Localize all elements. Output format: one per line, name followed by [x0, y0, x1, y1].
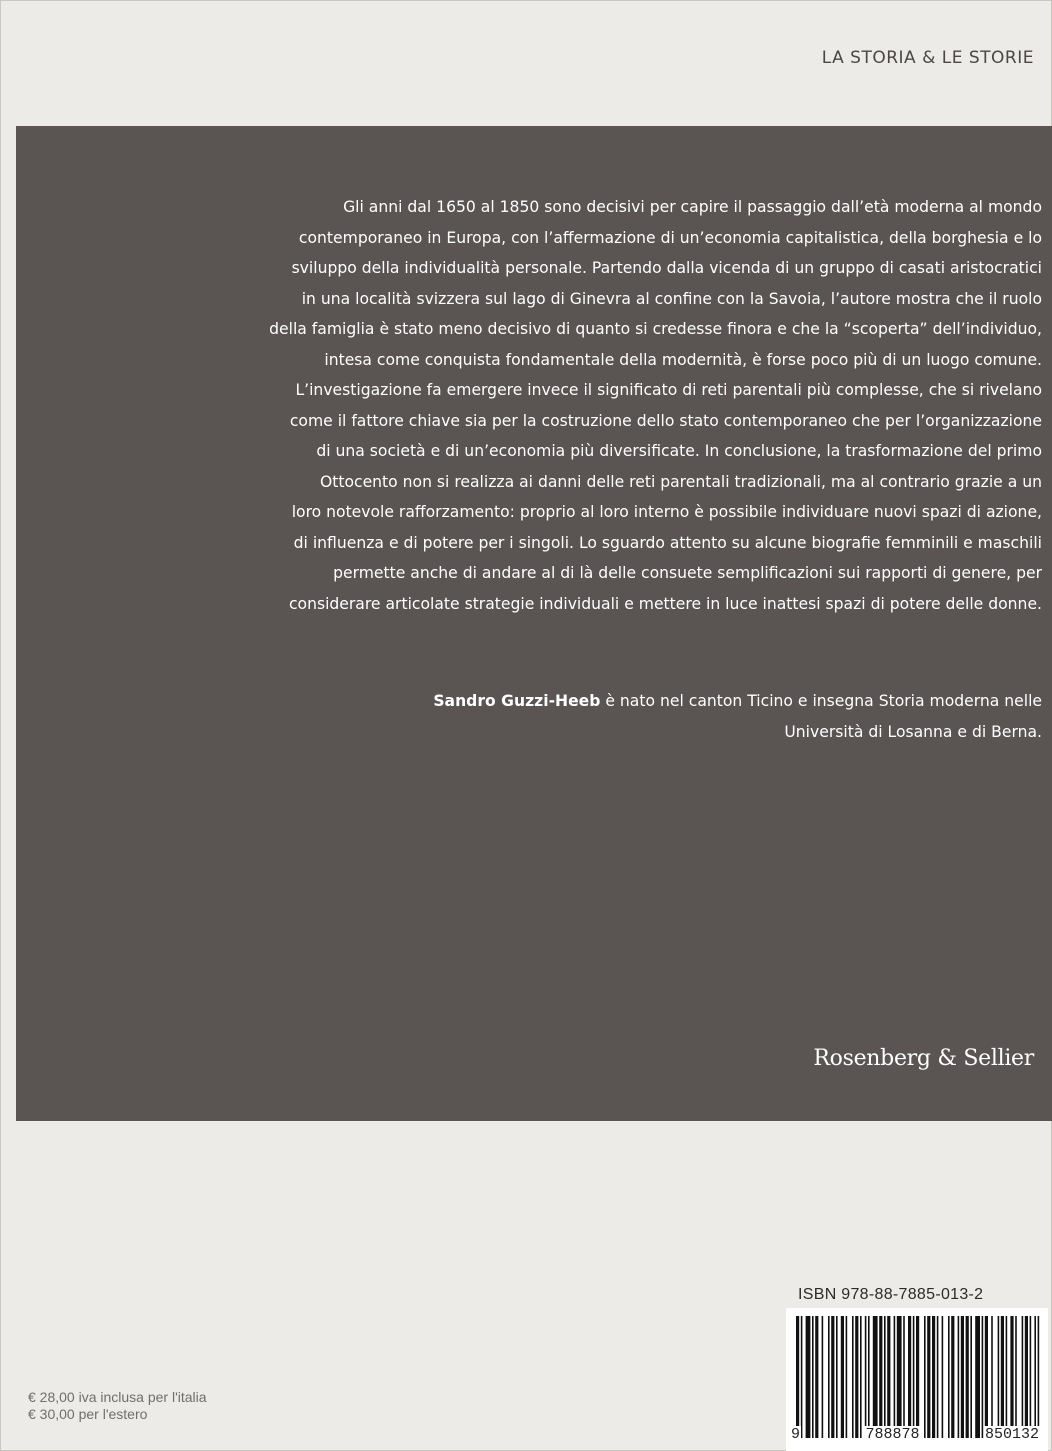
- barcode-bar: [1025, 1316, 1028, 1438]
- barcode-bar: [958, 1316, 960, 1438]
- barcode: [786, 1308, 1048, 1451]
- blurb-line: sviluppo della individualità personale. Partendo dalla vicenda di un gruppo di casati aristocratici: [291, 259, 1042, 277]
- blurb-line: come il fattore chiave sia per la costruzione dello stato contemporaneo che per l’organizzazione: [289, 411, 1042, 430]
- barcode-bar: [985, 1316, 988, 1438]
- barcode-bar: [846, 1316, 848, 1438]
- barcode-bar: [924, 1316, 926, 1438]
- barcode-bar: [841, 1316, 844, 1438]
- barcode-bar: [822, 1316, 824, 1438]
- blurb-line: Gli anni dal 1650 al 1850 sono decisivi per capire il passaggio dall’età moderna al mondo: [343, 198, 1042, 216]
- publisher-logo: Rosenberg & Sellier: [813, 1046, 1034, 1071]
- barcode-bar: [970, 1316, 972, 1438]
- barcode-bar: [897, 1316, 902, 1438]
- barcode-bar: [982, 1316, 984, 1438]
- series-title: LA STORIA & LE STORIE: [821, 48, 1034, 68]
- blurb-line: loro notevole rafforzamento: proprio al loro interno è possibile individuare nuovi spazi di azione,: [291, 503, 1042, 521]
- barcode-bar: [796, 1316, 799, 1438]
- barcode-bar: [865, 1316, 867, 1438]
- barcode-digit-group: 9: [791, 1426, 801, 1443]
- barcode-bar: [1015, 1316, 1017, 1438]
- author-bio-text: è nato nel canton Ticino e insegna Storia moderna nelle: [600, 692, 1042, 710]
- book-blurb: [242, 192, 1042, 619]
- barcode-bar: [868, 1316, 870, 1438]
- barcode-digits: [790, 1426, 1040, 1443]
- price-abroad: € 30,00 per l'estero: [28, 1406, 148, 1422]
- barcode-bar: [927, 1316, 930, 1438]
- price-info: [28, 1389, 207, 1423]
- barcode-bar: [932, 1316, 935, 1438]
- barcode-bar: [942, 1316, 944, 1438]
- barcode-bar: [908, 1316, 911, 1438]
- barcode-bar: [913, 1316, 915, 1438]
- blurb-line: intesa come conquista fondamentale della modernità, è forse poco più di un luogo comune.: [324, 350, 1042, 369]
- blurb-line: permette anche di andare al di là delle consuete semplificazioni sui rapporti di genere, per: [333, 564, 1042, 582]
- blurb-line: di influenza e di potere per i singoli. Lo sguardo attento su alcune biografie femminili e maschili: [293, 533, 1042, 552]
- barcode-bar: [1030, 1316, 1032, 1438]
- barcode-bar: [836, 1316, 838, 1438]
- barcode-bar: [806, 1316, 811, 1438]
- blurb-line: Ottocento non si realizza ai danni delle reti parentali tradizionali, ma al contrario grazie a un: [319, 472, 1042, 491]
- barcode-bar: [801, 1316, 803, 1438]
- barcode-bar: [884, 1316, 886, 1438]
- barcode-bar: [828, 1316, 830, 1438]
- blurb-line: in una località svizzera sul lago di Ginevra al confine con la Savoia, l’autore mostra che il ruolo: [301, 289, 1042, 308]
- barcode-bar: [1010, 1316, 1013, 1438]
- barcode-bar: [1022, 1316, 1024, 1438]
- blurb-line: contemporaneo in Europa, con l’affermazione di un’economia capitalistica, della borghesia e lo: [298, 228, 1042, 247]
- barcode-bar: [937, 1316, 939, 1438]
- barcode-bar: [966, 1316, 969, 1438]
- blurb-line: di una società e di un’economia più diversificate. In conclusione, la trasformazione del primo: [316, 442, 1042, 460]
- blurb-line: della famiglia è stato meno decisivo di quanto si credesse finora e che la “scoperta” dell’individuo,: [269, 320, 1042, 338]
- barcode-bar: [1006, 1316, 1008, 1438]
- barcode-bar: [1001, 1316, 1004, 1438]
- barcode-digit-group: 788878: [865, 1426, 920, 1443]
- barcode-bar: [975, 1316, 980, 1438]
- barcode-bar: [855, 1316, 858, 1438]
- barcode-bar: [852, 1316, 854, 1438]
- barcode-bar: [948, 1316, 950, 1438]
- author-name: Sandro Guzzi-Heeb: [433, 692, 601, 710]
- barcode-bar: [991, 1316, 993, 1438]
- blurb-line: considerare articolate strategie individuali e mettere in luce inattesi spazi di potere delle donne.: [288, 594, 1042, 613]
- author-bio-line: Università di Losanna e di Berna.: [784, 722, 1042, 741]
- dark-text-band: [16, 126, 1052, 1121]
- author-bio: [242, 686, 1042, 747]
- author-bio-line: [242, 686, 1042, 717]
- barcode-bar: [894, 1316, 896, 1438]
- barcode-bar: [812, 1316, 814, 1438]
- barcode-bar: [998, 1316, 1000, 1438]
- barcode-bar: [1038, 1316, 1040, 1438]
- price-italy: € 28,00 iva inclusa per l'italia: [28, 1389, 207, 1405]
- barcode-bar: [887, 1316, 890, 1438]
- barcode-bar: [860, 1316, 862, 1438]
- barcode-bar: [873, 1316, 878, 1438]
- barcode-bar: [1034, 1316, 1036, 1438]
- barcode-bar: [903, 1316, 905, 1438]
- isbn-number: ISBN 978-88-7885-013-2: [798, 1286, 984, 1303]
- barcode-bar: [831, 1316, 834, 1438]
- barcode-bar: [879, 1316, 882, 1438]
- barcode-bar: [916, 1316, 919, 1438]
- barcode-bar: [815, 1316, 818, 1438]
- barcode-digit-group: 850132: [984, 1426, 1039, 1443]
- barcode-bar: [961, 1316, 964, 1438]
- barcode-bar: [951, 1316, 954, 1438]
- blurb-line: L’investigazione fa emergere invece il significato di reti parentali più complesse, che si rivelano: [295, 381, 1042, 399]
